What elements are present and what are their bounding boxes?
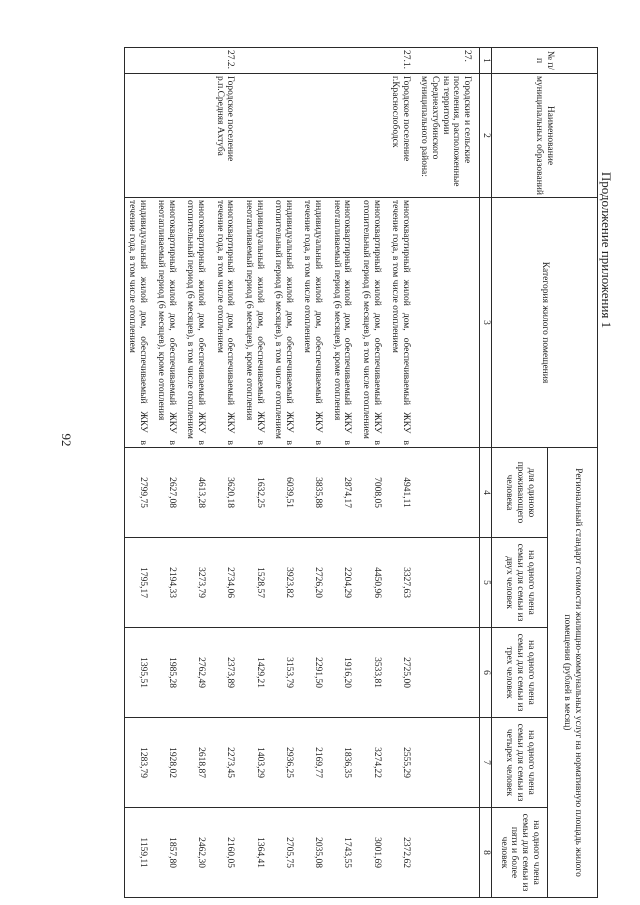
table-row <box>389 48 412 898</box>
value-family3: 1985,28 <box>155 628 178 718</box>
value-single: 2874,17 <box>330 448 353 538</box>
housing-category: многоквартирный жилой дом, обеспечиваемый ЖКУ в течение года, в том числе отоплением <box>213 198 236 448</box>
value-family5: 2160,05 <box>213 808 236 898</box>
value-family3: 3153,79 <box>272 628 295 718</box>
table-row <box>125 48 149 898</box>
housing-category: многоквартирный жилой дом, обеспечиваемый ЖКУ в течение года, в том числе отоплением <box>389 198 412 448</box>
value-family3: 3533,81 <box>359 628 382 718</box>
row-number: 27.1. <box>389 48 412 74</box>
value-family2: 1795,17 <box>125 538 149 628</box>
value-single: 3835,88 <box>301 448 324 538</box>
value-family2: 3273,79 <box>184 538 207 628</box>
value-family2: 2734,06 <box>213 538 236 628</box>
value-single: 2627,08 <box>155 448 178 538</box>
table-row <box>359 48 382 898</box>
value-family4: 2555,29 <box>389 718 412 808</box>
value-single: 6039,51 <box>272 448 295 538</box>
housing-category: индивидуальный жилой дом, обеспечиваемый ЖКУ в отопительный период (6 месяцев), в том числе отоплением <box>272 198 295 448</box>
section-row <box>418 48 473 898</box>
housing-category: индивидуальный жилой дом, обеспечиваемый ЖКУ в течение года, в том числе отоплением <box>125 198 149 448</box>
table-row <box>155 48 178 898</box>
value-family3: 2373,89 <box>213 628 236 718</box>
header-col-family4: на одного члена семьи для семьи из четырех человек <box>492 718 548 808</box>
value-family4: 2936,25 <box>272 718 295 808</box>
header-col-family3: на одного члена семьи для семьи из трех человек <box>492 628 548 718</box>
row-number: 27. <box>418 48 473 74</box>
value-family2: 1528,57 <box>242 538 265 628</box>
housing-category: многоквартирный жилой дом, обеспечиваемый ЖКУ в неотапливаемый период (6 месяцев), кроме отопления <box>155 198 178 448</box>
value-single: 2799,75 <box>125 448 149 538</box>
value-family2: 3327,63 <box>389 538 412 628</box>
value-family2: 4450,96 <box>359 538 382 628</box>
value-family5: 2372,62 <box>389 808 412 898</box>
housing-category: многоквартирный жилой дом, обеспечиваемый ЖКУ в неотапливаемый период (6 месяцев), кроме отопления <box>330 198 353 448</box>
column-number: 2 <box>480 74 492 198</box>
value-family4: 1403,29 <box>242 718 265 808</box>
header-col-num: № п/п <box>492 48 598 74</box>
value-family4: 2169,77 <box>301 718 324 808</box>
value-single: 1632,25 <box>242 448 265 538</box>
header-col-family2: на одного члена семьи для семьи из двух человек <box>492 538 548 628</box>
value-family3: 2291,50 <box>301 628 324 718</box>
value-family5: 1364,41 <box>242 808 265 898</box>
value-family3: 2762,49 <box>184 628 207 718</box>
column-number: 8 <box>480 808 492 898</box>
municipality-name: Городские и сельские поселения, расположенные на территории Среднеахтубинского муниципального района: <box>418 74 473 198</box>
value-family5: 1159,11 <box>125 808 149 898</box>
value-family5: 3001,69 <box>359 808 382 898</box>
value-family5: 1743,55 <box>330 808 353 898</box>
value-family4: 1283,79 <box>125 718 149 808</box>
value-single: 4941,11 <box>389 448 412 538</box>
value-family3: 1395,51 <box>125 628 149 718</box>
table-row <box>301 48 324 898</box>
value-family4: 2273,45 <box>213 718 236 808</box>
value-family2: 2204,29 <box>330 538 353 628</box>
table-row <box>242 48 265 898</box>
column-number: 4 <box>480 448 492 538</box>
value-family5: 2035,08 <box>301 808 324 898</box>
value-family5: 2462,30 <box>184 808 207 898</box>
row-number: 27.2. <box>213 48 236 74</box>
municipality-name: Городское поселение р.п.Средняя Ахтуба <box>213 74 236 198</box>
column-number: 7 <box>480 718 492 808</box>
header-col-category: Категория жилого помещения <box>492 198 598 448</box>
table-row <box>272 48 295 898</box>
value-family2: 2194,33 <box>155 538 178 628</box>
municipality-name: Городское поселение г.Краснослободск <box>389 74 412 198</box>
header-col-family5: на одного члена семьи для семьи из пяти и более человек <box>492 808 548 898</box>
value-family3: 1916,20 <box>330 628 353 718</box>
value-family5: 1857,80 <box>155 808 178 898</box>
table-row <box>213 48 236 898</box>
value-family3: 2725,00 <box>389 628 412 718</box>
column-number: 3 <box>480 198 492 448</box>
value-family4: 1836,35 <box>330 718 353 808</box>
value-family2: 3923,82 <box>272 538 295 628</box>
value-family3: 1429,21 <box>242 628 265 718</box>
appendix-title: Продолжение приложения 1 <box>599 171 614 329</box>
value-single: 7008,05 <box>359 448 382 538</box>
table-row <box>330 48 353 898</box>
rotated-sheet <box>88 47 598 897</box>
value-family5: 2705,75 <box>272 808 295 898</box>
housing-standards-table <box>124 47 598 898</box>
page-number: 92 <box>59 433 74 447</box>
table-row <box>184 48 207 898</box>
value-family2: 2726,20 <box>301 538 324 628</box>
header-standard-group: Региональный стандарт стоимости жилищно-коммунальных услуг на нормативную площадь жилого помещения (рублей в месяц) <box>548 448 598 898</box>
housing-category: индивидуальный жилой дом, обеспечиваемый ЖКУ в неотапливаемый период (6 месяцев), кроме отопления <box>242 198 265 448</box>
housing-category: многоквартирный жилой дом, обеспечиваемый ЖКУ в отопительный период (6 месяцев), в том числе отоплением <box>184 198 207 448</box>
header-col-name: Наименование муниципальных образований <box>492 74 598 198</box>
housing-category: многоквартирный жилой дом, обеспечиваемый ЖКУ в отопительный период (6 месяцев), в том числе отоплением <box>359 198 382 448</box>
value-single: 4613,28 <box>184 448 207 538</box>
column-number: 6 <box>480 628 492 718</box>
column-number: 5 <box>480 538 492 628</box>
header-col-single: для одиноко проживающего человека <box>492 448 548 538</box>
value-family4: 3274,22 <box>359 718 382 808</box>
value-family4: 1928,02 <box>155 718 178 808</box>
column-number: 1 <box>480 48 492 74</box>
value-family4: 2618,87 <box>184 718 207 808</box>
housing-category: индивидуальный жилой дом, обеспечиваемый ЖКУ в течение года, в том числе отоплением <box>301 198 324 448</box>
value-single: 3620,18 <box>213 448 236 538</box>
